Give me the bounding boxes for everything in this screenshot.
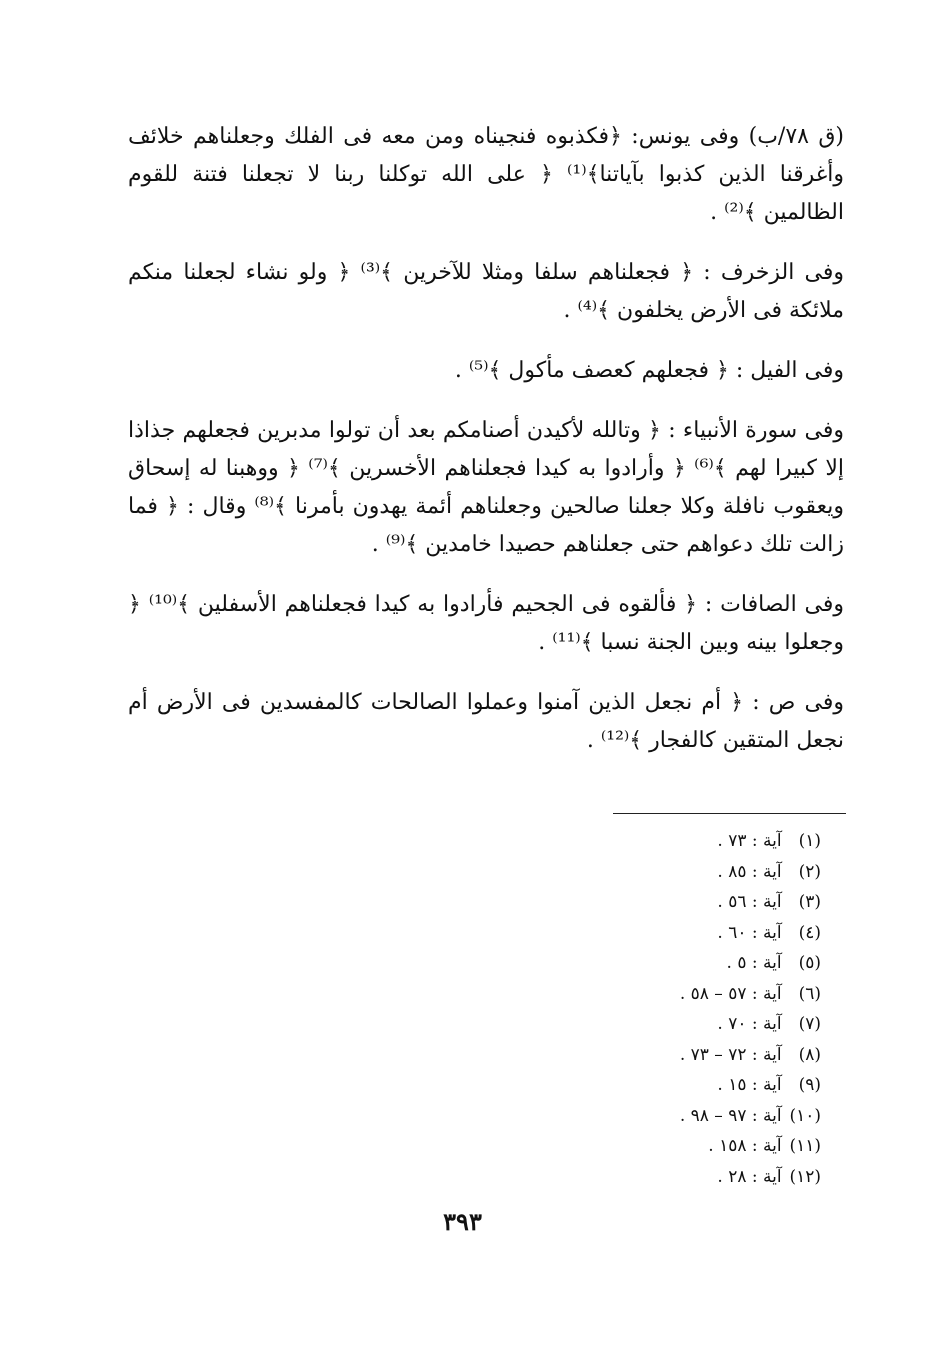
footnote bbox=[491, 1040, 821, 1071]
footnote-text: آية : ٦٠ . bbox=[717, 922, 782, 943]
footnote-text: آية : ٥٦ . bbox=[717, 892, 782, 912]
footnote-text: آية : ٥ . bbox=[726, 953, 782, 973]
footnote-number: (١٢) bbox=[789, 1166, 821, 1187]
footnote-text: آية : ٥٧ – ٥٨ . bbox=[679, 983, 782, 1004]
footnote-number: (١) bbox=[798, 831, 821, 851]
footnote-number: (١٠) bbox=[789, 1105, 821, 1126]
footnote bbox=[491, 1009, 821, 1040]
footnote bbox=[491, 1131, 821, 1162]
footnote-text: آية : ٢٨ . bbox=[717, 1166, 782, 1187]
footnote-number: (٧) bbox=[798, 1014, 821, 1034]
footnote bbox=[491, 1070, 821, 1101]
footnote bbox=[491, 857, 821, 888]
footnote-text: آية : ٩٧ – ٩٨ . bbox=[679, 1105, 782, 1126]
footnote-number: (٥) bbox=[798, 953, 821, 973]
paragraph-fil: وفى الفيل : ﴿ فجعلهم كعصف مأكول ﴾⁽⁵⁾ . bbox=[454, 358, 844, 383]
footnote bbox=[491, 826, 821, 857]
footnote bbox=[491, 887, 821, 918]
footnote-text: آية : ١٥ . bbox=[717, 1075, 782, 1095]
footnote-text: آية : ٧٢ – ٧٣ . bbox=[679, 1044, 782, 1065]
footnote-text: آية : ٧٠ . bbox=[717, 1014, 782, 1034]
page-number: ٣٩٣ bbox=[443, 1207, 482, 1236]
paragraph-yunus: (ق ٧٨/ب) وفى يونس: ﴿فكذبوه فنجيناه ومن معه فى الفلك وجعلناهم خلائف وأغرقنا الذين كذبوا بآياتنا﴾⁽¹⁾ ﴿ على الله توكلنا ربنا لا تجعلنا فتنة للقوم الظالمين ﴾⁽²⁾ . bbox=[128, 124, 845, 225]
footnote-number: (٢) bbox=[798, 861, 821, 882]
footnote-number: (٩) bbox=[798, 1075, 821, 1095]
footnote-number: (١١) bbox=[789, 1136, 821, 1156]
paragraph-sad: وفى ص : ﴿ أم نجعل الذين آمنوا وعملوا الصالحات كالمفسدين فى الأرض أم نجعل المتقين كالفجار ﴾⁽¹²⁾ . bbox=[128, 690, 844, 753]
footnote bbox=[491, 918, 821, 949]
paragraph-zukhruf: وفى الزخرف : ﴿ فجعلناهم سلفا ومثلا للآخرين ﴾⁽³⁾ ﴿ ولو نشاء لجعلنا منكم ملائكة فى الأرض يخلفون ﴾⁽⁴⁾ . bbox=[128, 260, 844, 323]
paragraph-anbiya: وفى سورة الأنبياء : ﴿ وتالله لأكيدن أصنامكم بعد أن تولوا مدبرين فجعلهم جذاذا إلا كبيرا لهم ﴾⁽⁶⁾ ﴿ وأرادوا به كيدا فجعلناهم الأخسرين ﴾⁽⁷⁾ ﴿ ووهبنا له إسحاق ويعقوب نافلة وكلا جعلنا صالحين وجعلناهم أئمة يهدون بأمرنا ﴾⁽⁸⁾ وقال : ﴿ فما زالت تلك دعواهم حتى جعلناهم حصيدا خامدين ﴾⁽⁹⁾ . bbox=[128, 418, 844, 557]
footnote-number: (٦) bbox=[798, 983, 821, 1004]
footnote bbox=[491, 1162, 821, 1193]
footnote-text: آية : ٧٣ . bbox=[717, 831, 782, 851]
footnote bbox=[491, 1101, 821, 1132]
footnote-divider bbox=[613, 813, 846, 814]
footnotes-list bbox=[491, 826, 821, 1192]
footnote-number: (٣) bbox=[798, 892, 821, 912]
footnote bbox=[491, 948, 821, 979]
footnote-number: (٨) bbox=[798, 1044, 821, 1065]
main-text bbox=[128, 118, 844, 782]
footnote-number: (٤) bbox=[798, 922, 821, 943]
footnote bbox=[491, 979, 821, 1010]
footnote-text: آية : ٨٥ . bbox=[717, 861, 782, 882]
paragraph-saffat: وفى الصافات : ﴿ فألقوه فى الجحيم فأرادوا به كيدا فجعلناهم الأسفلين ﴾⁽¹⁰⁾ ﴿ وجعلوا بينه وبين الجنة نسبا ﴾⁽¹¹⁾ . bbox=[128, 592, 844, 655]
footnote-text: آية : ١٥٨ . bbox=[708, 1136, 782, 1156]
